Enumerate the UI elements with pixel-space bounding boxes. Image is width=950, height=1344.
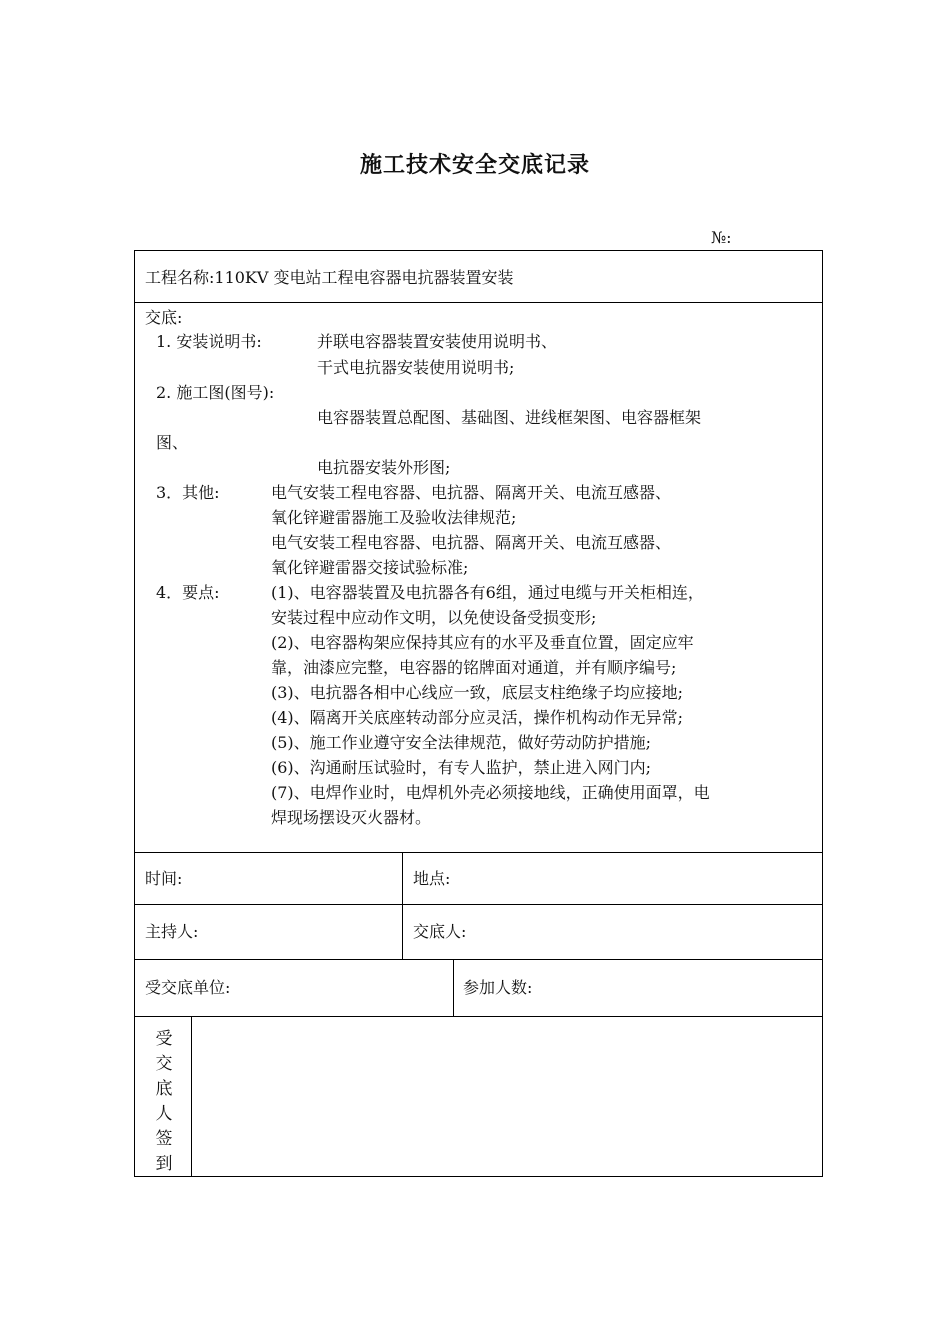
briefing-heading: 交底:	[145, 308, 183, 327]
row-divider	[134, 302, 823, 303]
host-field-label: 主持人:	[145, 922, 199, 941]
point-line: (6)、沟通耐压试验时，有专人监护，禁止进入网门内;	[271, 758, 652, 777]
point-line: (2)、电容器构架应保持其应有的水平及垂直位置，固定应牢	[271, 633, 694, 652]
signature-label-char: 底	[155, 1079, 173, 1099]
table-border-right	[822, 250, 823, 1177]
item3-label: 3．其他:	[156, 483, 220, 502]
point-line: 焊现场摆设灭火器材。	[271, 808, 432, 827]
item1-line: 并联电容器装置安装使用说明书、	[317, 332, 558, 351]
table-border-bottom	[134, 1176, 823, 1177]
table-border-left	[134, 250, 135, 1177]
item2-label: 2. 施工图(图号):	[156, 383, 275, 402]
signature-label-char: 受	[155, 1029, 173, 1049]
point-line: (4)、隔离开关底座转动部分应灵活，操作机构动作无异常;	[271, 708, 684, 727]
signature-label-char: 人	[155, 1104, 173, 1124]
item2-line: 电容器装置总配图、基础图、进线框架图、电容器框架	[317, 408, 702, 427]
column-divider	[402, 852, 403, 960]
attendees-field-label: 参加人数:	[463, 978, 533, 997]
project-name: 工程名称:110KV 变电站工程电容器电抗器装置安装	[145, 268, 514, 287]
presenter-field-label: 交底人:	[413, 922, 467, 941]
point-line: (5)、施工作业遵守安全法律规范，做好劳动防护措施;	[271, 733, 652, 752]
point-line: (7)、电焊作业时，电焊机外壳必须接地线，正确使用面罩，电	[271, 783, 710, 802]
item3-line: 电气安装工程电容器、电抗器、隔离开关、电流互感器、	[271, 533, 672, 552]
unit-field-label: 受交底单位:	[145, 978, 231, 997]
point-line: (3)、电抗器各相中心线应一致，底层支柱绝缘子均应接地;	[271, 683, 684, 702]
item1-line: 干式电抗器安装使用说明书;	[317, 358, 515, 377]
column-divider	[453, 959, 454, 1017]
item3-line: 氧化锌避雷器交接试验标准;	[271, 558, 469, 577]
item2-line: 电抗器安装外形图;	[317, 458, 451, 477]
signature-label-char: 到	[155, 1154, 173, 1174]
signature-label-char: 签	[155, 1129, 173, 1149]
item3-line: 氧化锌避雷器施工及验收法律规范;	[271, 508, 517, 527]
place-field-label: 地点:	[413, 869, 451, 888]
table-border-top	[134, 250, 823, 251]
row-divider	[134, 852, 823, 853]
item2-line-wrap: 图、	[156, 433, 189, 452]
row-divider	[134, 959, 823, 960]
item3-line: 电气安装工程电容器、电抗器、隔离开关、电流互感器、	[271, 483, 672, 502]
signature-area[interactable]	[192, 1017, 822, 1176]
item1-label: 1. 安装说明书:	[156, 332, 262, 351]
point-line: 安装过程中应动作文明，以免使设备受损变形;	[271, 608, 597, 627]
document-title: 施工技术安全交底记录	[359, 152, 590, 178]
signature-label-char: 交	[155, 1054, 173, 1074]
row-divider	[134, 904, 823, 905]
point-line: 靠，油漆应完整，电容器的铭牌面对通道，并有顺序编号;	[271, 658, 677, 677]
point-line: (1)、电容器装置及电抗器各有6组，通过电缆与开关柜相连，	[271, 583, 704, 602]
record-number-label: №:	[711, 228, 732, 247]
item4-label: 4．要点:	[156, 583, 220, 602]
time-field-label: 时间:	[145, 869, 183, 888]
